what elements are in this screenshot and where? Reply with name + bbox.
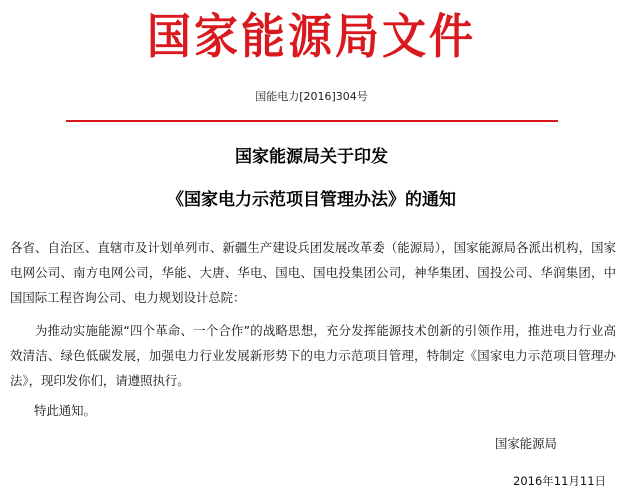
document-header-title: 国家能源局文件 (147, 9, 476, 65)
body-paragraph: 为推动实施能源“四个革命、一个合作”的战略思想，充分发挥能源技术创新的引领作用，推进电力行业高效清洁、绿色低碳发展，加强电力行业发展新形势下的电力示范项目管理，特制定《国家电力示范项目管理办法》，现印发你们，请遵照执行。 (10, 323, 616, 388)
addressee-paragraph: 各省、自治区、直辖市及计划单列市、新疆生产建设兵团发展改革委（能源局），国家能源局各派出机构，国家电网公司、南方电网公司，华能、大唐、华电、国电、国电投集团公司，神华集团、国投公司、华润集团，中国国际工程咨询公司、电力规划设计总院： (10, 240, 616, 305)
notice-title-line-1: 国家能源局关于印发 (235, 147, 388, 167)
issuing-authority: 国家能源局 (495, 436, 557, 451)
issue-date: 2016年11月11日 (513, 474, 607, 488)
notice-title-line-2: 《国家电力示范项目管理办法》的通知 (167, 190, 456, 210)
closing-remark: 特此通知。 (34, 403, 96, 418)
red-divider-line (66, 120, 558, 122)
document-number: 国能电力[2016]304号 (255, 90, 368, 103)
